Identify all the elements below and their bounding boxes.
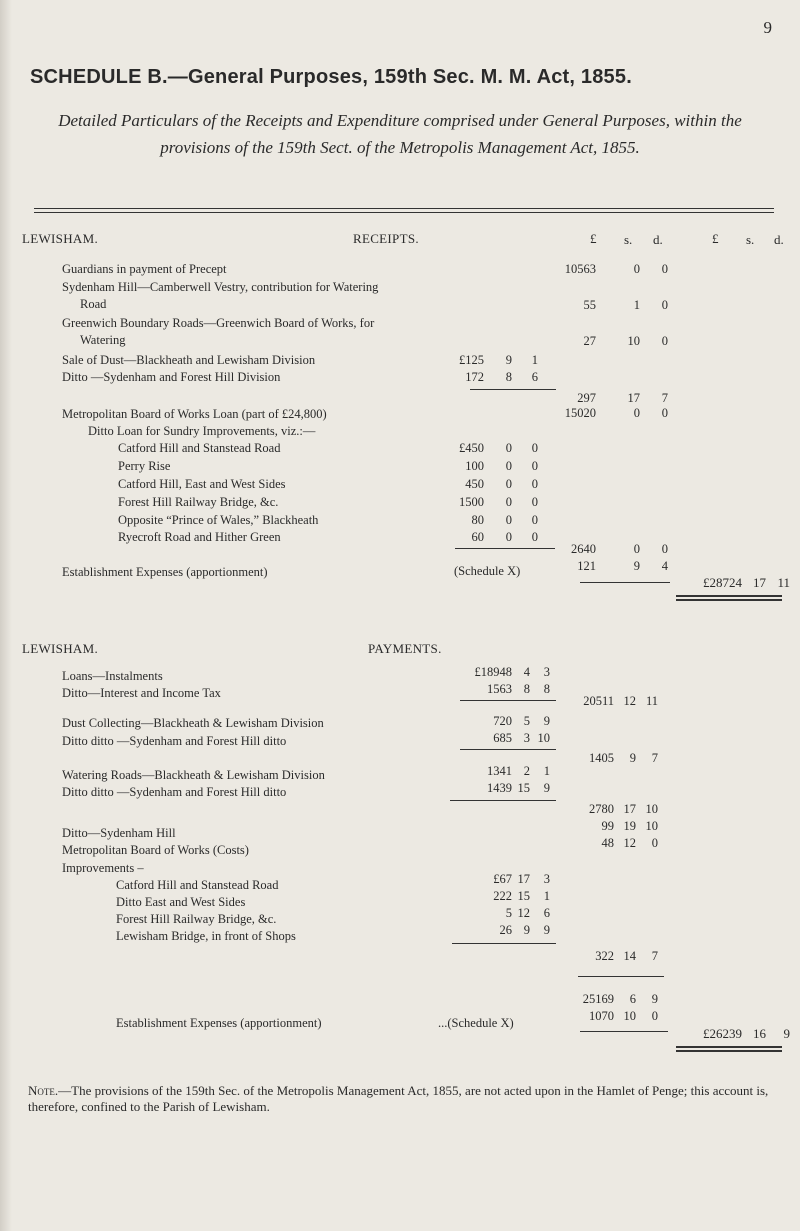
payment-subtotal-s: 6 xyxy=(629,992,636,1006)
receipt-establishment-label: Establishment Expenses (apportionment) xyxy=(62,565,268,579)
receipt-sydenham-s: 1 xyxy=(633,298,640,312)
receipt-improvement-d-2: 0 xyxy=(531,459,538,473)
col-shillings-2: s. xyxy=(746,232,755,247)
receipt-improvement-l-5: 80 xyxy=(471,513,484,527)
receipt-establishment-rule xyxy=(580,582,670,583)
receipt-improvement-d-6: 0 xyxy=(531,530,538,544)
payments-parish: LEWISHAM. xyxy=(22,641,98,656)
receipt-dust-s-2: 8 xyxy=(505,370,512,384)
payment-watering-d-1: 1 xyxy=(543,764,550,778)
payment-watering-l-2: 1439 xyxy=(487,781,512,795)
payment-improvement-s-4: 9 xyxy=(523,923,530,937)
receipt-improvement-l-2: 100 xyxy=(465,459,484,473)
payment-sydenham-hill-label: Ditto—Sydenham Hill xyxy=(62,826,176,840)
receipt-improvement-label-4: Forest Hill Railway Bridge, &c. xyxy=(118,495,279,509)
receipt-improvement-s-4: 0 xyxy=(505,495,512,509)
payment-loans-label-2: Ditto—Interest and Income Tax xyxy=(62,686,221,700)
receipt-improvement-d-5: 0 xyxy=(531,513,538,527)
receipt-guardians-l: 10563 xyxy=(564,262,596,276)
receipt-greenwich-s: 10 xyxy=(627,334,640,348)
receipt-improvements-total-l: 2640 xyxy=(571,542,596,556)
receipts-heading: RECEIPTS. xyxy=(353,231,419,246)
double-rule-top xyxy=(34,208,774,209)
receipts-grand-total-l: £28724 xyxy=(703,575,742,590)
payment-improvement-d-2: 1 xyxy=(543,889,550,903)
receipt-dust-total-s: 17 xyxy=(627,391,640,405)
receipt-loan-label: Metropolitan Board of Works Loan (part of £24,800) xyxy=(62,407,327,421)
payment-loans-s-2: 8 xyxy=(523,682,530,696)
receipt-greenwich-label-2: Watering xyxy=(80,333,126,347)
receipt-dust-d-2: 6 xyxy=(531,370,538,384)
payment-watering-total-s: 17 xyxy=(623,802,636,816)
payment-sydenham-hill-l: 99 xyxy=(601,819,614,833)
footnote-text: —The provisions of the 159th Sec. of the Metropolis Management Act, 1855, are not acted upon in the Hamlet of Penge; this account is, therefore, confined to the Parish of Lewisham. xyxy=(28,1083,769,1114)
receipt-improvement-d-3: 0 xyxy=(531,477,538,491)
receipt-improvement-s-1: 0 xyxy=(505,441,512,455)
payment-loans-total-s: 12 xyxy=(623,694,636,708)
page-title: SCHEDULE B.—General Purposes, 159th Sec. M. M. Act, 1855. xyxy=(30,66,632,88)
receipt-sydenham-d: 0 xyxy=(661,298,668,312)
payment-improvement-label-2: Ditto East and West Sides xyxy=(116,895,246,909)
payment-improvement-l-3: 5 xyxy=(505,906,512,920)
receipt-dust-total-d: 7 xyxy=(661,391,668,405)
payment-establishment-l: 1070 xyxy=(589,1009,614,1023)
receipt-dust-d-1: 1 xyxy=(531,353,538,367)
payment-loans-d-1: 3 xyxy=(543,665,550,679)
receipt-improvement-label-3: Catford Hill, East and West Sides xyxy=(118,477,286,491)
payment-sydenham-hill-s: 19 xyxy=(623,819,636,833)
payment-dust-rule xyxy=(460,749,556,750)
receipt-improvements-total-d: 0 xyxy=(661,542,668,556)
receipt-improvement-l-1: £450 xyxy=(459,441,484,455)
payment-watering-total-d: 10 xyxy=(645,802,658,816)
receipt-dust-label-1: Sale of Dust—Blackheath and Lewisham Division xyxy=(62,353,316,367)
col-pence-1: d. xyxy=(653,232,663,247)
receipt-greenwich-d: 0 xyxy=(661,334,668,348)
receipt-improvement-s-6: 0 xyxy=(505,530,512,544)
receipt-greenwich-label-1: Greenwich Boundary Roads—Greenwich Board of Works, for xyxy=(62,316,375,330)
receipt-guardians-label: Guardians in payment of Precept xyxy=(62,262,227,276)
receipt-dust-label-2: Ditto —Sydenham and Forest Hill Division xyxy=(62,370,281,384)
receipts-parish: LEWISHAM. xyxy=(22,231,98,246)
payment-subtotal-rule xyxy=(578,976,664,977)
payment-improvement-label-4: Lewisham Bridge, in front of Shops xyxy=(116,929,296,943)
payment-dust-total-s: 9 xyxy=(629,751,636,765)
payment-improvement-l-1: £67 xyxy=(493,872,512,886)
receipt-improvement-l-4: 1500 xyxy=(459,495,484,509)
receipt-improvement-s-2: 0 xyxy=(505,459,512,473)
payment-costs-s: 12 xyxy=(623,836,636,850)
payment-loans-l-1: £18948 xyxy=(474,665,512,679)
payment-costs-d: 0 xyxy=(651,836,658,850)
receipt-establishment-ref: (Schedule X) xyxy=(454,564,521,578)
receipt-improvement-d-1: 0 xyxy=(531,441,538,455)
payments-total-rule-1 xyxy=(676,1046,782,1048)
receipt-improvement-l-3: 450 xyxy=(465,477,484,491)
payment-establishment-label: Establishment Expenses (apportionment) xyxy=(116,1016,322,1030)
payment-loans-d-2: 8 xyxy=(543,682,550,696)
payment-dust-d-1: 9 xyxy=(543,714,550,728)
payment-establishment-d: 0 xyxy=(651,1009,658,1023)
payment-loans-l-2: 1563 xyxy=(487,682,512,696)
col-shillings-1: s. xyxy=(624,232,633,247)
payment-improvements-heading: Improvements – xyxy=(62,861,144,875)
receipts-total-rule-1 xyxy=(676,595,782,597)
receipt-guardians-d: 0 xyxy=(661,262,668,276)
payment-loans-rule xyxy=(460,700,556,701)
payment-watering-d-2: 9 xyxy=(543,781,550,795)
receipt-improvement-d-4: 0 xyxy=(531,495,538,509)
footnote-lead: Note. xyxy=(28,1083,59,1098)
page-edge-shadow xyxy=(0,0,12,1231)
receipts-grand-total-d: 11 xyxy=(777,575,790,590)
receipt-sydenham-label-2: Road xyxy=(80,297,107,311)
col-pence-2: d. xyxy=(774,232,784,247)
payment-improvement-label-1: Catford Hill and Stanstead Road xyxy=(116,878,279,892)
receipt-improvement-l-6: 60 xyxy=(471,530,484,544)
payment-improvement-d-1: 3 xyxy=(543,872,550,886)
payment-improvement-s-2: 15 xyxy=(517,889,530,903)
page-number: 9 xyxy=(763,18,772,37)
payment-subtotal-d: 9 xyxy=(651,992,658,1006)
col-pounds-2: £ xyxy=(712,231,719,246)
receipt-establishment-s: 9 xyxy=(633,559,640,573)
payment-loans-total-l: 20511 xyxy=(583,694,614,708)
payment-watering-s-1: 2 xyxy=(523,764,530,778)
payment-establishment-s: 10 xyxy=(623,1009,636,1023)
payment-improvements-rule xyxy=(452,943,556,944)
payment-improvements-total-s: 14 xyxy=(623,949,636,963)
double-rule-bottom xyxy=(34,212,774,213)
payment-loans-s-1: 4 xyxy=(523,665,530,679)
receipt-improvement-label-6: Ryecroft Road and Hither Green xyxy=(118,530,281,544)
receipts-total-rule-2 xyxy=(676,599,782,601)
receipt-improvements-total-s: 0 xyxy=(633,542,640,556)
payments-heading: PAYMENTS. xyxy=(368,641,442,656)
receipt-establishment-d: 4 xyxy=(661,559,668,573)
payment-improvement-d-4: 9 xyxy=(543,923,550,937)
payment-improvement-d-3: 6 xyxy=(543,906,550,920)
payment-loans-label-1: Loans—Instalments xyxy=(62,669,163,683)
payment-establishment-rule xyxy=(580,1031,668,1032)
receipt-sydenham-l: 55 xyxy=(583,298,596,312)
col-pounds-1: £ xyxy=(590,231,597,246)
payment-dust-l-2: 685 xyxy=(493,731,512,745)
receipt-improvement-label-5: Opposite “Prince of Wales,” Blackheath xyxy=(118,513,319,527)
payment-subtotal-l: 25169 xyxy=(582,992,614,1006)
payment-watering-total-l: 2780 xyxy=(589,802,614,816)
page-subtitle: Detailed Particulars of the Receipts and Expenditure comprised under General Purposes, within the provisions of the 159th Sect. of the Metropolis Management Act, 1855. xyxy=(58,111,742,157)
payment-watering-rule xyxy=(450,800,556,801)
receipt-improvement-label-1: Catford Hill and Stanstead Road xyxy=(118,441,281,455)
payment-improvement-l-4: 26 xyxy=(499,923,512,937)
receipt-loan-s: 0 xyxy=(633,406,640,420)
receipts-grand-total-s: 17 xyxy=(753,575,766,590)
receipt-dust-s-1: 9 xyxy=(505,353,512,367)
footnote xyxy=(28,1083,780,1115)
payment-dust-s-2: 3 xyxy=(523,731,530,745)
payment-improvements-total-l: 322 xyxy=(595,949,614,963)
receipt-improvement-label-2: Perry Rise xyxy=(118,459,171,473)
payment-dust-total-l: 1405 xyxy=(589,751,614,765)
payment-watering-label-2: Ditto ditto —Sydenham and Forest Hill ditto xyxy=(62,785,287,799)
receipt-dust-rule xyxy=(470,389,556,390)
receipt-dust-total-l: 297 xyxy=(577,391,596,405)
payments-grand-total-s: 16 xyxy=(753,1026,766,1041)
receipt-greenwich-l: 27 xyxy=(583,334,596,348)
receipt-sydenham-label-1: Sydenham Hill—Camberwell Vestry, contribution for Watering xyxy=(62,280,379,294)
payment-improvement-label-3: Forest Hill Railway Bridge, &c. xyxy=(116,912,277,926)
payments-total-rule-2 xyxy=(676,1050,782,1052)
payment-improvement-s-3: 12 xyxy=(517,906,530,920)
payment-dust-l-1: 720 xyxy=(493,714,512,728)
payment-sydenham-hill-d: 10 xyxy=(645,819,658,833)
payment-watering-l-1: 1341 xyxy=(487,764,512,778)
payment-establishment-ref: ...(Schedule X) xyxy=(438,1016,514,1030)
receipt-improvement-s-3: 0 xyxy=(505,477,512,491)
payments-grand-total-d: 9 xyxy=(783,1026,790,1041)
payment-dust-total-d: 7 xyxy=(651,751,658,765)
payment-watering-label-1: Watering Roads—Blackheath & Lewisham Division xyxy=(62,768,325,782)
payment-loans-total-d: 11 xyxy=(645,694,658,708)
receipt-dust-l-2: 172 xyxy=(465,370,484,384)
receipt-loan-sundry-label: Ditto Loan for Sundry Improvements, viz.:— xyxy=(88,424,316,438)
payment-improvements-total-d: 7 xyxy=(651,949,658,963)
payment-dust-label-1: Dust Collecting—Blackheath & Lewisham Division xyxy=(62,716,324,730)
payment-dust-s-1: 5 xyxy=(523,714,530,728)
receipt-guardians-s: 0 xyxy=(633,262,640,276)
receipt-dust-l-1: £125 xyxy=(459,353,484,367)
receipt-improvement-s-5: 0 xyxy=(505,513,512,527)
payment-improvement-l-2: 222 xyxy=(493,889,512,903)
payment-costs-l: 48 xyxy=(601,836,614,850)
receipt-establishment-l: 121 xyxy=(577,559,596,573)
receipt-loan-l: 15020 xyxy=(564,406,596,420)
payments-grand-total-l: £26239 xyxy=(703,1026,742,1041)
payment-improvement-s-1: 17 xyxy=(517,872,530,886)
payment-costs-label: Metropolitan Board of Works (Costs) xyxy=(62,843,249,857)
receipt-loan-d: 0 xyxy=(661,406,668,420)
payment-dust-label-2: Ditto ditto —Sydenham and Forest Hill ditto xyxy=(62,734,287,748)
payment-watering-s-2: 15 xyxy=(517,781,530,795)
payment-dust-d-2: 10 xyxy=(537,731,550,745)
